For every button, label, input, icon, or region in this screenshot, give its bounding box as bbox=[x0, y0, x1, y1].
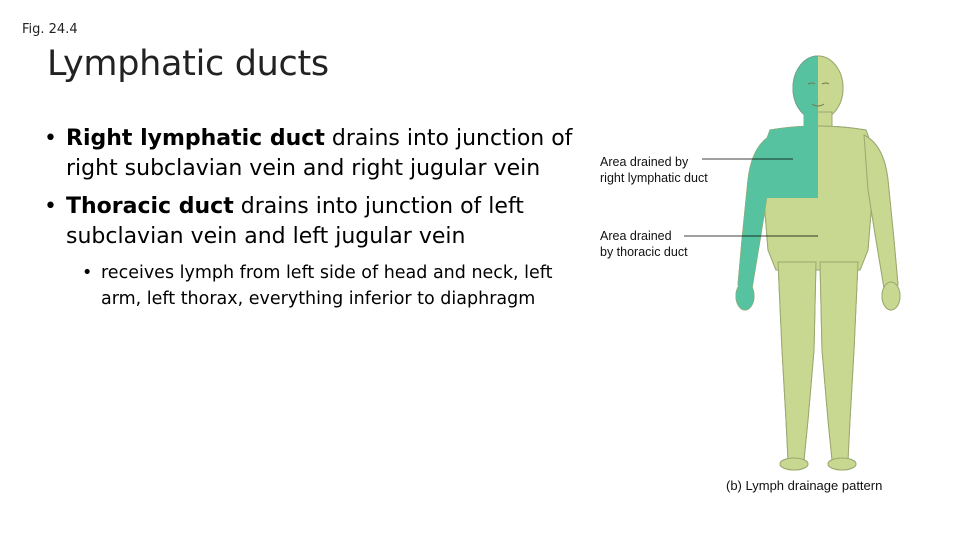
figure-caption: (b) Lymph drainage pattern bbox=[726, 478, 883, 493]
bullet-bold-term: Thoracic duct bbox=[66, 194, 234, 219]
bullet-bold-term: Right lymphatic duct bbox=[66, 126, 325, 151]
bullet-right-lymphatic-duct: • Right lymphatic duct drains into junction of right subclavian vein and right jugular vein bbox=[44, 126, 573, 181]
human-body-figure bbox=[736, 56, 900, 470]
bullet-thoracic-duct: • Thoracic duct drains into junction of left subclavian vein and left jugular vein bbox=[44, 194, 524, 249]
sub-bullet-text: receives lymph from left side of head and neck, left arm, left thorax, everything inferior to diaphragm bbox=[101, 263, 553, 309]
sub-bullet-thoracic-drainage: • receives lymph from left side of head and neck, left arm, left thorax, everything inferior to diaphragm bbox=[82, 263, 553, 309]
figure-number: Fig. 24.4 bbox=[22, 22, 78, 37]
label-right-lymphatic-area: Area drained by right lymphatic duct bbox=[600, 155, 708, 185]
bullet-text: drains into junction of right subclavian vein and right jugular vein bbox=[66, 126, 573, 181]
slide-title: Lymphatic ducts bbox=[47, 44, 329, 84]
bullet-text: drains into junction of left subclavian vein and left jugular vein bbox=[66, 194, 524, 249]
label-thoracic-area: Area drained by thoracic duct bbox=[600, 229, 688, 259]
